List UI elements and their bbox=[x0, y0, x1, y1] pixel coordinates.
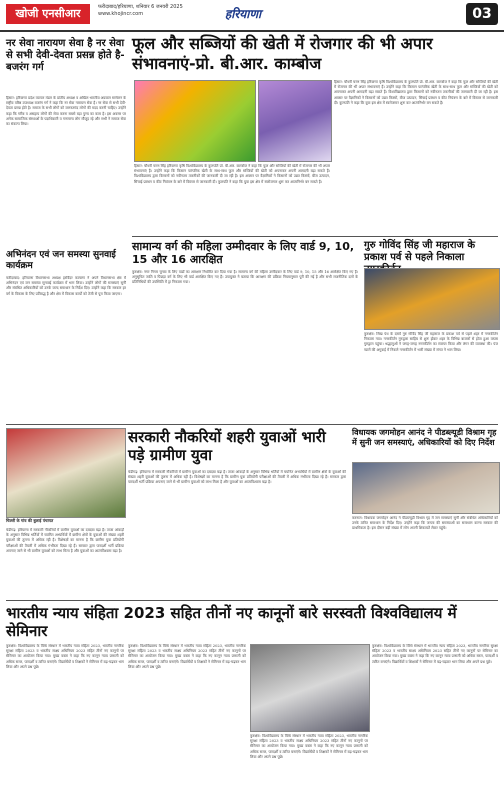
dateline-line2: www.khojincr.com bbox=[98, 11, 144, 17]
flower-photo-2 bbox=[258, 80, 332, 162]
page-number: 03 bbox=[466, 3, 498, 25]
jobs-photo-caption: चिल्ली के गांव की बुलाई पंचायत bbox=[6, 518, 54, 523]
seminar-headline: भारतीय न्याय संहिता 2023 सहित तीनों नए कानूनों बारे सरस्वती विश्वविद्यालय में सेमिनार bbox=[6, 604, 457, 640]
main-body-cont: हिसार: चौधरी चरण सिंह हरियाणा कृषि विश्वविद्यालय के कुलपति प्रो. बी.आर. काम्बोज ने कहा कि फूल और सब्जियों की खेती में रोजगार की भी अपार संभावनाएं हैं। उन्होंने कहा कि किसान पारंपरिक खेती के साथ-साथ फूल और सब्जियों की खेती को अपनाकर अपनी आमदनी बढ़ा सकते हैं। विश्वविद्यालय द्वारा किसानों को नवीनतम तकनीकों की जानकारी दी जा रही है। इस अवसर पर वैज्ञानिकों ने किसानों को उन्नत किस्मों, बीज उत्पादन, सिंचाई प्रबंधन व कीट नियंत्रण के बारे में विस्तार से जानकारी दी। कुलपति ने कहा कि युवा इस क्षेत्र में स्वरोजगार शुरू कर आत्मनिर्भर बन सकते हैं। bbox=[134, 164, 330, 184]
divider bbox=[6, 424, 498, 425]
gurpurab-body: कुरुक्षेत्र: सिख पंथ के दसवें गुरु गोविंद सिंह जी महाराज के प्रकाश पर्व से पहले शहर में नगरकीर्तन निकाला गया। नगरकीर्तन गुरुद्वारा साहिब से शुरू होकर शहर के विभिन्न बाजारों से होता हुआ वापस गुरुद्वारा पहुंचा। श्रद्धालुओं ने जगह-जगह नगरकीर्तन का स्वागत किया और लंगर की व्यवस्था की। पंज प्यारों की अगुवाई में निकले नगरकीर्तन में भारी संख्या में संगत ने भाग लिया। bbox=[364, 332, 498, 352]
divider bbox=[6, 600, 498, 601]
jobs-headline: सरकारी नौकरियों शहरी युवाओं भारी पड़े ग्रामीण युवा bbox=[128, 428, 326, 464]
reservation-headline: सामान्य वर्ग की महिला उम्मीदवार के लिए वार्ड 9, 10, 15 और 16 आरक्षित bbox=[132, 240, 355, 266]
section-title: हरियाणा bbox=[224, 7, 262, 21]
seminar-body-col2: कुरुक्षेत्र: विश्वविद्यालय के विधि संस्थान में भारतीय न्याय संहिता 2023, भारतीय नागरिक सुरक्षा संहिता 2023 व भारतीय साक्ष्य अधिनियम 2023 सहित तीनों नए कानूनों पर सेमिनार का आयोजन किया गया। मुख्य वक्ता ने कहा कि नए कानून न्याय प्रणाली को अधिक सरल, पारदर्शी व त्वरित बनाएंगे। विद्यार्थियों व शिक्षकों ने सेमिनार में बढ़-चढ़कर भाग लिया और अपने प्रश्न पूछे। bbox=[128, 644, 246, 669]
left-top-body: हिसार: हरियाणा प्रदेश व्यापार मंडल के प्रांतीय अध्यक्ष व अखिल भारतीय अग्रवाल सम्मेलन के राष्ट्रीय वरिष्ठ उपाध्यक्ष बजरंग गर्ग ने कहा कि नर सेवा नारायण सेवा है। नर सेवा से सभी देवी-देवता प्रसन्न होते है। समाज के सभी लोगों को जरूरतमंद लोगों की मदद करनी चाहिए। उन्होंने कहा कि गरीब व असहाय लोगों की सेवा करना सबसे बड़ा पुण्य का काम है। इस अवसर पर अनेक सामाजिक संस्थाओं के पदाधिकारी व गणमान्य लोग मौजूद रहे और सभी ने समाज सेवा का संकल्प लिया। bbox=[6, 96, 126, 127]
left-top-headline: नर सेवा नारायण सेवा है नर सेवा से सभी देवी-देवता प्रसन्न होते है- बजरंग गर्ग bbox=[6, 38, 125, 73]
brand-logo: खोजी एनसीआर bbox=[6, 4, 90, 24]
gurpurab-headline: गुरु गोविंद सिंह जी महाराज के प्रकाश पर्व से पहले निकाला bbox=[364, 240, 476, 263]
procession-photo bbox=[364, 268, 500, 330]
abhinandan-body: फरीदाबाद: हरियाणा विधानसभा अध्यक्ष हरविंदर कल्याण ने अपने विधानसभा क्षेत्र में अभिनंदन एवं जन समस्या सुनवाई कार्यक्रम में भाग लिया। उन्होंने लोगों की समस्याएं सुनीं और संबंधित अधिकारियों को उनके जल्द समाधान के निर्देश दिए। उन्होंने कहा कि सरकार हर वर्ग के विकास के लिए प्रतिबद्ध है और क्षेत्र में विकास कार्यों को तेजी से पूरा किया जाएगा। bbox=[6, 276, 126, 296]
masthead bbox=[0, 0, 504, 32]
main-headline: फूल और सब्जियों की खेती में रोजगार की भी अपार संभावनाएं-प्रो. बी.आर. काम्बोज bbox=[132, 34, 433, 73]
abhinandan-headline: अभिनंदन एवं जन समस्या सुनवाई कार्यक्रम bbox=[6, 250, 116, 271]
seminar-body-col4: कुरुक्षेत्र: विश्वविद्यालय के विधि संस्थान में भारतीय न्याय संहिता 2023, भारतीय नागरिक सुरक्षा संहिता 2023 व भारतीय साक्ष्य अधिनियम 2023 सहित तीनों नए कानूनों पर सेमिनार का आयोजन किया गया। मुख्य वक्ता ने कहा कि नए कानून न्याय प्रणाली को अधिक सरल, पारदर्शी व त्वरित बनाएंगे। विद्यार्थियों व शिक्षकों ने सेमिनार में बढ़-चढ़कर भाग लिया और अपने प्रश्न पूछे। bbox=[372, 644, 498, 664]
mla-photo bbox=[352, 462, 500, 514]
flower-photo bbox=[134, 80, 256, 162]
mla-headline: विधायक जगमोहन आनंद ने पीडब्ल्यूडी विश्राम गृह में सुनी जन समस्याएं, अधिकारियों को दिए निर्देश bbox=[352, 428, 497, 447]
reservation-body: कुरुक्षेत्र: नगर निगम चुनाव के लिए वार्डों का आरक्षण निर्धारित कर दिया गया है। सामान्य वर्ग की महिला उम्मीदवार के लिए वार्ड 9, 10, 15 और 16 आरक्षित किए गए हैं। अनुसूचित जाति व पिछड़ा वर्ग के लिए भी वार्ड आरक्षित किए गए हैं। उपायुक्त ने बताया कि आरक्षण की प्रक्रिया नियमानुसार पूरी की गई है और सभी राजनीतिक दलों के प्रतिनिधियों की उपस्थिति में ड्रा निकाला गया। bbox=[132, 270, 358, 285]
main-body: हिसार: चौधरी चरण सिंह हरियाणा कृषि विश्वविद्यालय के कुलपति प्रो. बी.आर. काम्बोज ने कहा कि फूल और सब्जियों की खेती में रोजगार की भी अपार संभावनाएं हैं। उन्होंने कहा कि किसान पारंपरिक खेती के साथ-साथ फूल और सब्जियों की खेती को अपनाकर अपनी आमदनी बढ़ा सकते हैं। विश्वविद्यालय द्वारा किसानों को नवीनतम तकनीकों की जानकारी दी जा रही है। इस अवसर पर वैज्ञानिकों ने किसानों को उन्नत किस्मों, बीज उत्पादन, सिंचाई प्रबंधन व कीट नियंत्रण के बारे में विस्तार से जानकारी दी। कुलपति ने कहा कि युवा इस क्षेत्र में स्वरोजगार शुरू कर आत्मनिर्भर बन सकते हैं। bbox=[334, 80, 498, 105]
panchayat-photo bbox=[6, 428, 126, 518]
seminar-body-col3: कुरुक्षेत्र: विश्वविद्यालय के विधि संस्थान में भारतीय न्याय संहिता 2023, भारतीय नागरिक सुरक्षा संहिता 2023 व भारतीय साक्ष्य अधिनियम 2023 सहित तीनों नए कानूनों पर सेमिनार का आयोजन किया गया। मुख्य वक्ता ने कहा कि नए कानून न्याय प्रणाली को अधिक सरल, पारदर्शी व त्वरित बनाएंगे। विद्यार्थियों व शिक्षकों ने सेमिनार में बढ़-चढ़कर भाग लिया और अपने प्रश्न पूछे। bbox=[250, 734, 368, 759]
seminar-photo bbox=[250, 644, 370, 732]
seminar-body-col1: कुरुक्षेत्र: विश्वविद्यालय के विधि संस्थान में भारतीय न्याय संहिता 2023, भारतीय नागरिक सुरक्षा संहिता 2023 व भारतीय साक्ष्य अधिनियम 2023 सहित तीनों नए कानूनों पर सेमिनार का आयोजन किया गया। मुख्य वक्ता ने कहा कि नए कानून न्याय प्रणाली को अधिक सरल, पारदर्शी व त्वरित बनाएंगे। विद्यार्थियों व शिक्षकों ने सेमिनार में बढ़-चढ़कर भाग लिया और अपने प्रश्न पूछे। bbox=[6, 644, 124, 669]
divider bbox=[132, 236, 498, 237]
jobs-body: चंडीगढ़: हरियाणा में सरकारी नौकरियों में ग्रामीण युवाओं का दबदबा बढ़ा है। ताजा आंकड़ों के अनुसार विभिन्न भर्तियों में चयनित अभ्यर्थियों में ग्रामीण क्षेत्रों के युवाओं की संख्या शहरी युवाओं की तुलना में अधिक रही है। विशेषज्ञों का मानना है कि ग्रामीण युवा प्रतियोगी परीक्षाओं की तैयारी में अधिक गंभीरता दिखा रहे हैं। सरकार द्वारा पारदर्शी भर्ती प्रक्रिया अपनाए जाने से भी ग्रामीण युवाओं को लाभ मिला है और युवाओं का आत्मविश्वास बढ़ा है। bbox=[128, 470, 346, 485]
mla-body: करनाल: विधायक जगमोहन आनंद ने पीडब्ल्यूडी विश्राम गृह में जन समस्याएं सुनीं और संबंधित अधिकारियों को उनके त्वरित समाधान के निर्देश दिए। उन्होंने कहा कि जनता की समस्याओं का समाधान करना सरकार की प्राथमिकता है। इस दौरान बड़ी संख्या में लोग अपनी शिकायतें लेकर पहुंचे। bbox=[352, 516, 498, 531]
jobs-body-cont: चंडीगढ़: हरियाणा में सरकारी नौकरियों में ग्रामीण युवाओं का दबदबा बढ़ा है। ताजा आंकड़ों के अनुसार विभिन्न भर्तियों में चयनित अभ्यर्थियों में ग्रामीण क्षेत्रों के युवाओं की संख्या शहरी युवाओं की तुलना में अधिक रही है। विशेषज्ञों का मानना है कि ग्रामीण युवा प्रतियोगी परीक्षाओं की तैयारी में अधिक गंभीरता दिखा रहे हैं। सरकार द्वारा पारदर्शी भर्ती प्रक्रिया अपनाए जाने से भी ग्रामीण युवाओं को लाभ मिला है और युवाओं का आत्मविश्वास बढ़ा है। bbox=[6, 528, 124, 553]
dateline-line1: फरीदाबाद/हरियाणा, शनिवार 6 जनवरी 2025 bbox=[98, 4, 183, 10]
